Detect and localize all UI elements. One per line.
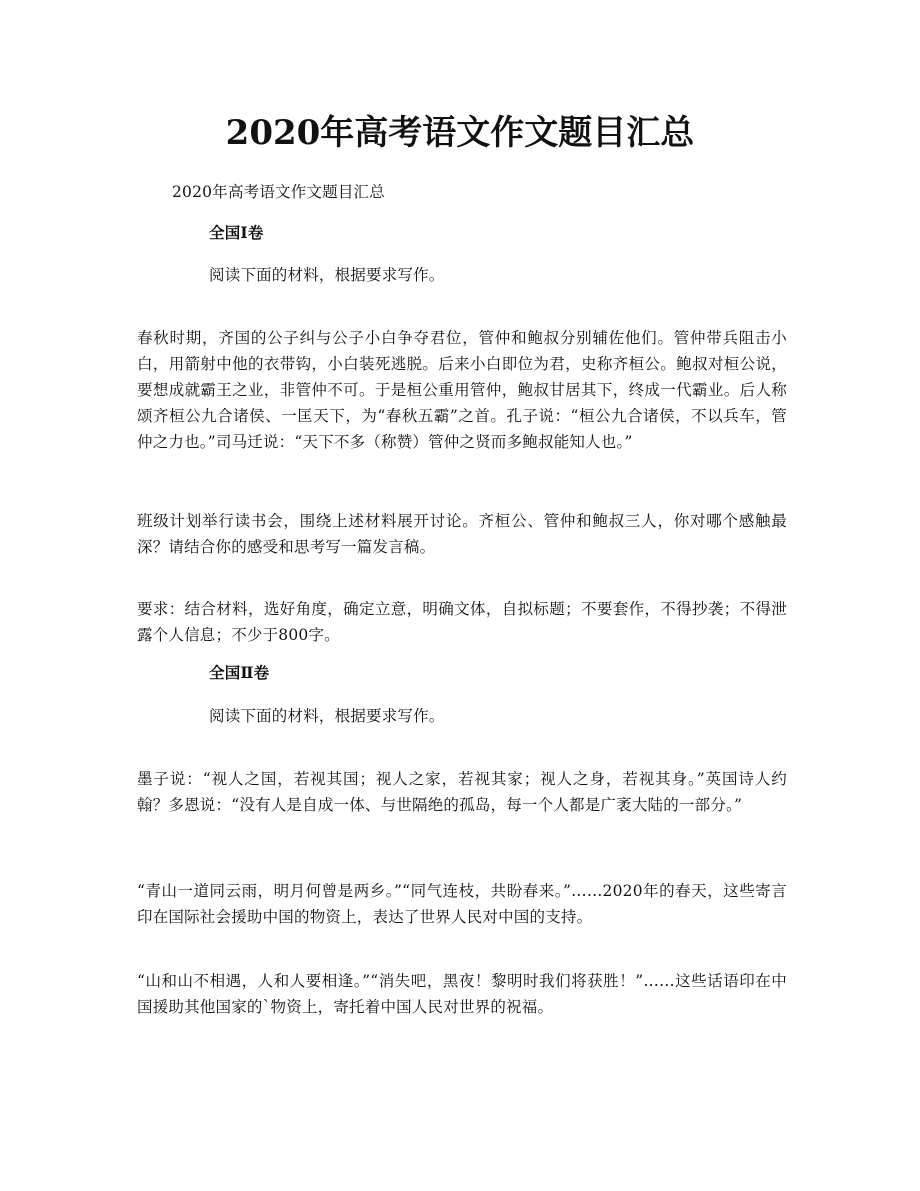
section2-paragraph-2: “青山一道同云雨，明月何曾是两乡。”“同气连枝，共盼春来。”……2020年的春天，这些寄言印在国际社会援助中国的物资上，表达了世界人民对中国的支持。 xyxy=(137,882,787,926)
section2-paragraph-3: “山和山不相遇，人和人要相逢。”“消失吧，黑夜！黎明时我们将获胜！”……这些话语印在中国援助其他国家的`物资上，寄托着中国人民对世界的祝福。 xyxy=(137,972,787,1016)
section1-requirements: 要求：结合材料，选好角度，确定立意，明确文体，自拟标题；不要套作，不得抄袭；不得泄露个人信息；不少于800字。 xyxy=(137,600,787,644)
section2-heading: 全国Ⅱ卷 xyxy=(209,663,270,682)
section1-instruction: 阅读下面的材料，根据要求写作。 xyxy=(209,266,445,284)
section1-material: 春秋时期，齐国的公子纠与公子小白争夺君位，管仲和鲍叔分别辅佐他们。管仲带兵阻击小白，用箭射中他的衣带钩，小白装死逃脱。后来小白即位为君，史称齐桓公。鲍叔对桓公说，要想成就霸王之业，非管仲不可。于是桓公重用管仲，鲍叔甘居其下，终成一代霸业。后人称颂齐桓公九合诸侯、一匡天下，为“春秋五霸”之首。孔子说：“桓公九合诸侯，不以兵车，管仲之力也。”司马迁说：“天下不多（称赞）管仲之贤而多鲍叔能知人也。” xyxy=(137,329,787,451)
section2-paragraph-1: 墨子说：“视人之国，若视其国；视人之家，若视其家；视人之身，若视其身。”英国诗人约翰？多恩说：“没有人是自成一体、与世隔绝的孤岛，每一个人都是广袤大陆的一部分。” xyxy=(137,770,787,814)
section1-task: 班级计划举行读书会，围绕上述材料展开讨论。齐桓公、管仲和鲍叔三人，你对哪个感触最深？请结合你的感受和思考写一篇发言稿。 xyxy=(137,512,787,556)
document-title: 2020年高考语文作文题目汇总 xyxy=(225,113,695,153)
section2-instruction: 阅读下面的材料，根据要求写作。 xyxy=(209,707,445,725)
document-subtitle: 2020年高考语文作文题目汇总 xyxy=(172,183,385,201)
section1-heading: 全国Ⅰ卷 xyxy=(209,223,264,242)
